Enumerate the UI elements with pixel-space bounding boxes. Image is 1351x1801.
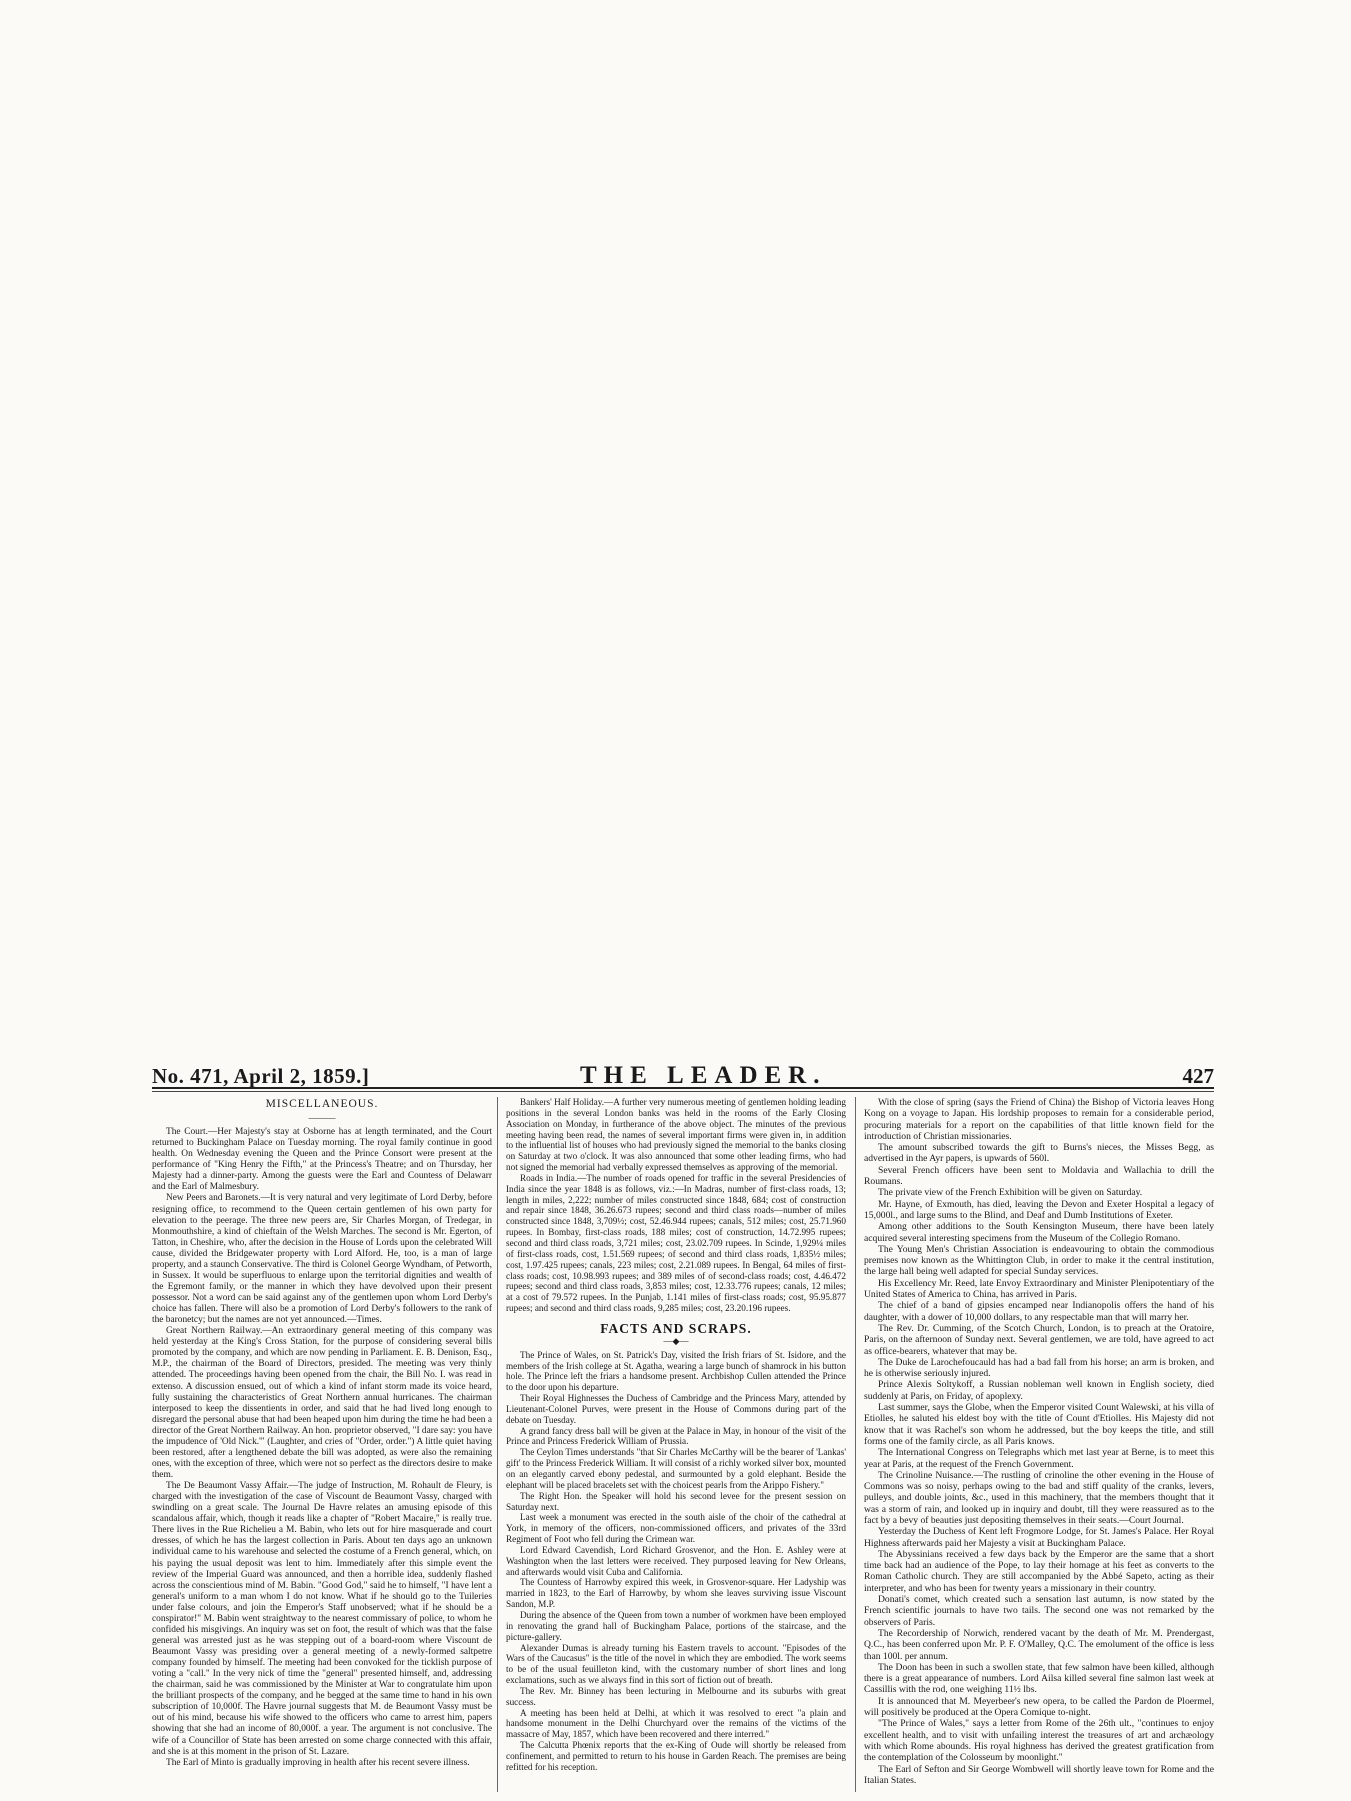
article-paragraph: The amount subscribed towards the gift to Burns's nieces, the Misses Begg, as advertised in the Ayr papers, is upwards of 560l. (864, 1142, 1214, 1165)
article-paragraph: Among other additions to the South Kensington Museum, there have been lately acquired several interesting specimens from the Museum of the Collegio Romano. (864, 1221, 1214, 1244)
article-paragraph: Several French officers have been sent to Moldavia and Wallachia to drill the Roumans. (864, 1164, 1214, 1188)
column-3 (864, 1097, 1214, 1786)
article-paragraph: It is announced that M. Meyerbeer's new opera, to be called the Pardon de Ploermel, will positively be produced at the Opera Comique to-night. (864, 1695, 1214, 1719)
section-heading-facts-and-scraps: FACTS AND SCRAPS. (600, 1320, 752, 1336)
section-heading-miscellaneous: MISCELLANEOUS. (265, 1098, 379, 1110)
article-paragraph: Great Northern Railway.—An extraordinary general meeting of this company was held yesterday at the King's Cross Station, for the purpose of considering several bills promoted by the company, and which are now pending in Parliament. E. B. Denison, Esq., M.P., the chairman of the Board of Directors, presided. The meeting was very thinly attended. The proceedings having been opened from the chair, the Bill No. I. was read in extenso. A discussion ensued, out of which a kind of infant storm made its voice heard, fully sustaining the characteristics of Great Northern annual hurricanes. The chairman interposed to keep the dissentients in order, and said that he had lived long enough to disregard the personal abuse that had been heaped upon him during the time he had been a director of the Great Northern Railway. An hon. proprietor observed, "I dare say: you have the impudence of 'Old Nick.'" (Laughter, and cries of "Order, order.") A little quiet having been restored, after a lengthened debate the bill was adopted, as were also the remaining ones, with the exception of three, which were not so perfect as the directors desire to make them. (152, 1326, 492, 1480)
article-paragraph: Their Royal Highnesses the Duchess of Cambridge and the Princess Mary, attended by Lieutenant-Colonel Purves, were present in the House of Commons during part of the debate on Tuesday. (506, 1393, 846, 1425)
article-paragraph: Mr. Hayne, of Exmouth, has died, leaving the Devon and Exeter Hospital a legacy of 15,000l., and large sums to the Blind, and Deaf and Dumb Institutions of Exeter. (864, 1198, 1214, 1221)
article-paragraph: The Doon has been in such a swollen state, that few salmon have been killed, although there is a great appearance of numbers. Lord Ailsa killed several fine salmon last week at Cassillis with the rod, one weighing 11½ lbs. (864, 1661, 1214, 1696)
column-2-top (506, 1097, 846, 1314)
article-paragraph: A meeting has been held at Delhi, at which it was resolved to erect "a plain and handsome monument in the Delhi Churchyard over the remains of the victims of the massacre of May, 1857, which have been recovered and there interred." (506, 1707, 846, 1740)
article-paragraph: Yesterday the Duchess of Kent left Frogmore Lodge, for St. James's Palace. Her Royal Highness afterwards paid her Majesty a visit at Buckingham Palace. (864, 1526, 1214, 1549)
masthead-title: THE LEADER. (580, 1062, 827, 1089)
issue-date: No. 471, April 2, 1859.] (152, 1064, 370, 1088)
article-paragraph: The Earl of Minto is gradually improving in health after his recent severe illness. (166, 1757, 470, 1768)
article-paragraph: The Duke de Larochefoucauld has had a bad fall from his horse; an arm is broken, and he is otherwise seriously injured. (864, 1356, 1214, 1380)
column-2-bottom (506, 1350, 846, 1773)
article-paragraph: Donati's comet, which created such a sensation last autumn, is now stated by the French scientific journals to have two tails. The second one was not remarked by the observers of Paris. (864, 1594, 1214, 1628)
article-paragraph: The Ceylon Times understands "that Sir Charles McCarthy will be the bearer of 'Lankas' gift' to the Princess Frederick William. It will consist of a richly worked silver box, mounted on an elegantly carved ebony pedestal, and surmounted by a gold elephant. Beside the elephant will be placed bracelets set with the choicest pearls from the Arippo Fishery." (506, 1447, 846, 1490)
article-paragraph: The Earl of Sefton and Sir George Wombwell will shortly leave town for Rome and the Italian States. (864, 1763, 1214, 1786)
ornament-divider: —◆— (663, 1335, 689, 1346)
article-paragraph: The International Congress on Telegraphs which met last year at Berne, is to meet this year at Paris, at the request of the French Government. (864, 1447, 1214, 1470)
article-paragraph: During the absence of the Queen from town a number of workmen have been employed in renovating the grand hall of Buckingham Palace, portions of the staircase, and the picture-gallery. (506, 1609, 846, 1642)
header-rule-thin (152, 1091, 1214, 1092)
article-paragraph: A grand fancy dress ball will be given at the Palace in May, in honour of the visit of the Prince and Princess Frederick William of Prussia. (506, 1425, 846, 1447)
article-paragraph: The Court.—Her Majesty's stay at Osborne has at length terminated, and the Court returned to Buckingham Palace on Tuesday morning. The royal family continue in good health. On Wednesday evening the Queen and the Prince Consort were present at the performance of "King Henry the Fifth," at the Princess's Theatre; and on Thursday, her Majesty had a dinner-party. Among the guests were the Earl and Countess of Delawarr and the Earl of Malmesbury. (152, 1127, 492, 1193)
article-paragraph: "The Prince of Wales," says a letter from Rome of the 26th ult., "continues to enjoy excellent health, and to visit with unfailing interest the treasures of art and archæology with which Rome abounds. His royal highness has derived the greatest gratification from the contemplation of the Colosseum by moonlight." (864, 1718, 1214, 1764)
article-paragraph: The Right Hon. the Speaker will hold his second levee for the present session on Saturday next. (506, 1490, 846, 1512)
article-paragraph: The Abyssinians received a few days back by the Emperor are the same that a short time back had an audience of the Pope, to lay their homage at his feet as converts to the Roman Catholic church. They are still accompanied by the Abbé Sapeto, acting as their interpreter, and who has been for twenty years a missionary in their country. (864, 1548, 1214, 1594)
article-paragraph: Last summer, says the Globe, when the Emperor visited Count Walewski, at his villa of Etiolles, he saluted his eldest boy with the title of Count d'Etiolles. His Majesty did not know that it was Rachel's son whom he addressed, but the boy keeps the title, and still forms one of the family circle, as all Paris knows. (864, 1402, 1214, 1447)
article-paragraph: With the close of spring (says the Friend of China) the Bishop of Victoria leaves Hong Kong on a voyage to Japan. His lordship proposes to remain for a considerable period, procuring materials for a report on the capabilities of that little known field for the introduction of Christian missionaries. (864, 1097, 1214, 1142)
column-2 (506, 1097, 846, 1773)
column-divider (497, 1097, 498, 1792)
article-paragraph: Prince Alexis Soltykoff, a Russian nobleman well known in English society, died suddenly at Paris, on Friday, of apoplexy. (864, 1379, 1214, 1402)
article-paragraph: Last week a monument was erected in the south aisle of the choir of the cathedral at York, in memory of the officers, non-commissioned officers, and privates of the 33rd Regiment of Foot who fell during the Crimean war. (506, 1512, 846, 1545)
article-paragraph: The Rev. Mr. Binney has been lecturing in Melbourne and its suburbs with great success. (506, 1685, 846, 1707)
article-paragraph: The De Beaumont Vassy Affair.—The judge of Instruction, M. Rohault de Fleury, is charged with the investigation of the case of Viscount de Beaumont Vassy, charged with swindling on a great scale. The Journal De Havre relates an amusing episode of this scandalous affair, which, though it reads like a chapter of "Robert Macaire," is really true. There lives in the Rue Richelieu a M. Babin, who lets out for hire masquerade and court dresses, of which he has the largest collection in Paris. About ten days ago an unknown individual came to his warehouse and selected the costume of a French general, which, on his paying the usual deposit was lent to him. Immediately after this simple event the review of the Imperial Guard was announced, and then a horrible idea, suddenly flashed across the conscientious mind of M. Babin. "Good God," said he to himself, "I have lent a general's uniform to a man whom I do not know. What if he should go to the Tuileries under false colours, and join the Emperor's Staff unobserved; what if he should be a conspirator!" M. Babin went straightway to the nearest commissary of police, to whom he confided his misgivings. An inquiry was set on foot, the result of which was that the false general was arrested just as he was stepping out of a board-room where Viscount de Beaumont Vassy was presiding over a general meeting of a newly-formed saltpetre company founded by himself. The meeting had been convoked for the ticklish purpose of voting a "call." In the very nick of time the "general" presented himself, and, addressing the chairman, said he was commissioned by the Minister at War to congratulate him upon the brilliant prospects of the company, and he begged at the same time to hand in his own subscription of 10,000f. The Havre journal suggests that M. de Beaumont Vassy must be out of his mind, because his wife showed to the officers who came to arrest him, papers showing that she had an income of 80,000f. a year. The argument is not conclusive. The wife of a Councillor of State has been arrested on some charge connected with this affair, and she is at this moment in the prison of St. Lazare. (152, 1481, 492, 1757)
article-paragraph: The Calcutta Phœnix reports that the ex-King of Oude will shortly be released from confinement, and permitted to return to his house in Garden Reach. The premises are being refitted for his reception. (506, 1740, 846, 1772)
article-paragraph: His Excellency Mr. Reed, late Envoy Extraordinary and Minister Plenipotentiary of the United States of America to China, has arrived in Paris. (864, 1277, 1214, 1301)
article-paragraph: The Rev. Dr. Cumming, of the Scotch Church, London, is to preach at the Oratoire, Paris, on the afternoon of Sunday next. Several gentlemen, we are told, have agreed to act as office-bearers, whatever that may be. (864, 1322, 1214, 1357)
header-rule (152, 1087, 1214, 1089)
article-paragraph: The Crinoline Nuisance.—The rustling of crinoline the other evening in the House of Commons was so noisy, perhaps owing to the bad and stiff quality of the cranks, levers, pulleys, and double joints, &c., used in this machinery, that the members thought that it was a storm of rain, and looked up in inquiry and doubt, till they were reassured as to the fact by a bevy of beauties just depositing themselves in their seats.—Court Journal. (864, 1469, 1214, 1526)
article-paragraph: Lord Edward Cavendish, Lord Richard Grosvenor, and the Hon. E. Ashley were at Washington when the last letters were received. They purposed leaving for New Orleans, and afterwards would visit Cuba and California. (506, 1544, 846, 1577)
ornament-divider: ——— (308, 1113, 336, 1124)
article-paragraph: The Recordership of Norwich, rendered vacant by the death of Mr. M. Prendergast, Q.C., has been conferred upon Mr. P. F. O'Malley, Q.C. The emolument of the office is less than 100l. per annum. (864, 1627, 1214, 1662)
column-1 (152, 1097, 492, 1769)
article-paragraph: The private view of the French Exhibition will be given on Saturday. (878, 1187, 1143, 1199)
article-paragraph: Roads in India.—The number of roads opened for traffic in the several Presidencies of India since the year 1848 is as follows, viz.:—In Madras, number of first-class roads, 13; length in miles, 2,222; number of miles constructed since 1848, 684; cost of construction and repair since 1848, 36.26.673 rupees; second and third class roads—number of miles constructed since 1848, 3,709½; cost, 52.46.944 rupees; canals, 512 miles; cost, 25.71.960 rupees. In Bombay, first-class roads, 188 miles; cost of construction, 14.72.995 rupees; second and third class roads, 3,721 miles; cost, 23.02.709 rupees. In Scinde, 1,929¼ miles of first-class roads, cost, 1.51.569 rupees; of second and third class roads, 1,835½ miles; cost, 1.97.425 rupees; canals, 223 miles; cost, 2.21.089 rupees. In Bengal, 64 miles of first-class roads; cost, 10.98.993 rupees; and 389 miles of of second-class roads; cost, 4.46.472 rupees; second and third class roads, 3,853 miles; cost, 12.33.776 rupees; canals, 12 miles; at a cost of 79.572 rupees. In the Punjab, 1.141 miles of first-class roads; cost, 95.95.877 rupees; and second and third class roads, 9,285 miles; cost, 23.20.196 rupees. (506, 1172, 846, 1314)
article-paragraph: New Peers and Baronets.—It is very natural and very legitimate of Lord Derby, before resigning office, to recommend to the Queen certain gentlemen of his own party for elevation to the peerage. The three new peers are, Sir Charles Morgan, of Tredegar, in Monmouthshire, a kind of chieftain of the Welsh Marches. The second is Mr. Egerton, of Tatton, in Cheshire, who, after the decision in the House of Lords upon the celebrated Will cause, divided the Bridgewater property with Lord Alford. He, too, is a man of large property, and a staunch Conservative. The third is Colonel George Wyndham, of Petworth, in Sussex. It would be superfluous to enlarge upon the territorial dignities and wealth of the Egremont family, or the manner in which they have devolved upon their present possessor. Not a word can be said against any of the gentlemen upon whom Lord Derby's choice has fallen. There will also be a promotion of Lord Derby's followers to the rank of the baronetcy; but the names are not yet announced.—Times. (152, 1193, 492, 1326)
running-head (152, 1062, 1214, 1090)
article-paragraph: The chief of a band of gipsies encamped near Indianopolis offers the hand of his daughter, with a dower of 10,000 dollars, to any respectable man that will marry her. (864, 1300, 1214, 1323)
article-paragraph: The Young Men's Christian Association is endeavouring to obtain the commodious premises now known as the Whittington Club, in order to make it the central institution, the large hall being well adapted for special Sunday services. (864, 1243, 1214, 1278)
article-paragraph: Alexander Dumas is already turning his Eastern travels to account. "Episodes of the Wars of the Caucasus" is the title of the novel in which they are embodied. The work seems to be of the usual feuilleton kind, with the customary number of short lines and long exclamations, such as we always find in this sort of fiction out of breath. (506, 1642, 846, 1686)
article-paragraph: Bankers' Half Holiday.—A further very numerous meeting of gentlemen holding leading positions in the several London banks was held in the rooms of the Early Closing Association on Monday, in furtherance of the above object. The minutes of the previous meeting having been read, the names of several important firms were given in, in addition to the influential list of houses who had previously signed the memorial to the banks closing on Saturday at two o'clock. It was also announced that some other leading firms, who had not signed the memorial had verbally expressed themselves as approving of the memorial. (506, 1097, 846, 1173)
column-divider (855, 1097, 856, 1792)
page-number: 427 (1182, 1064, 1214, 1088)
article-paragraph: The Countess of Harrowby expired this week, in Grosvenor-square. Her Ladyship was married in 1823, to the Earl of Harrowby, by whom she leaves surviving issue Viscount Sandon, M.P. (506, 1577, 846, 1610)
article-paragraph: The Prince of Wales, on St. Patrick's Day, visited the Irish friars of St. Isidore, and the members of the Irish college at St. Agatha, wearing a large bunch of shamrock in his button hole. The Prince left the friars a handsome present. Archbishop Cullen attended the Prince to the door upon his departure. (506, 1349, 846, 1393)
